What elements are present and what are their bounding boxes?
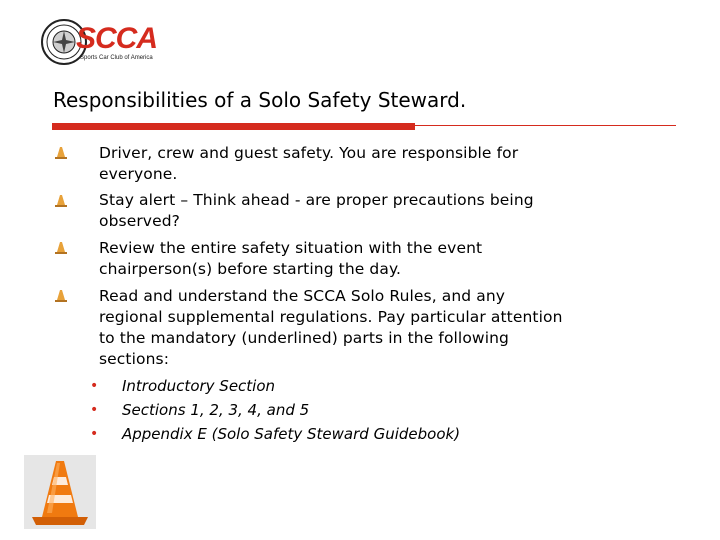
logo-tagline: Sports Car Club of America <box>80 55 153 61</box>
traffic-cone-icon <box>53 241 69 255</box>
title-accent-bar <box>52 123 415 130</box>
traffic-cone-icon <box>53 289 69 303</box>
logo-wordmark: SCCA <box>76 22 158 55</box>
traffic-cone-icon <box>53 194 69 208</box>
traffic-cone-icon <box>24 455 96 529</box>
slide-title: Responsibilities of a Solo Safety Steward. <box>53 88 467 112</box>
bullet-text: Driver, crew and guest safety. You are responsible for everyone. <box>99 144 519 183</box>
traffic-cone-image <box>24 455 96 529</box>
bullet-dot-icon: • <box>90 426 99 442</box>
bullet-text: Stay alert – Think ahead - are proper precautions being observed? <box>99 191 534 230</box>
sub-bullet-text: Appendix E (Solo Safety Steward Guidebook) <box>122 425 461 443</box>
sub-bullet-text: Introductory Section <box>122 377 276 395</box>
bullet-text: Review the entire safety situation with the event chairperson(s) before starting the day. <box>99 239 483 278</box>
scca-logo <box>40 18 166 68</box>
bullet-dot-icon: • <box>90 402 99 418</box>
traffic-cone-icon <box>53 146 69 160</box>
bullet-text: Read and understand the SCCA Solo Rules, and any regional supplemental regulations. Pay particular attention to the mandatory (underlined) parts in the following sections: <box>99 287 563 368</box>
sub-bullet-text: Sections 1, 2, 3, 4, and 5 <box>122 401 310 419</box>
bullet-dot-icon: • <box>90 378 99 394</box>
